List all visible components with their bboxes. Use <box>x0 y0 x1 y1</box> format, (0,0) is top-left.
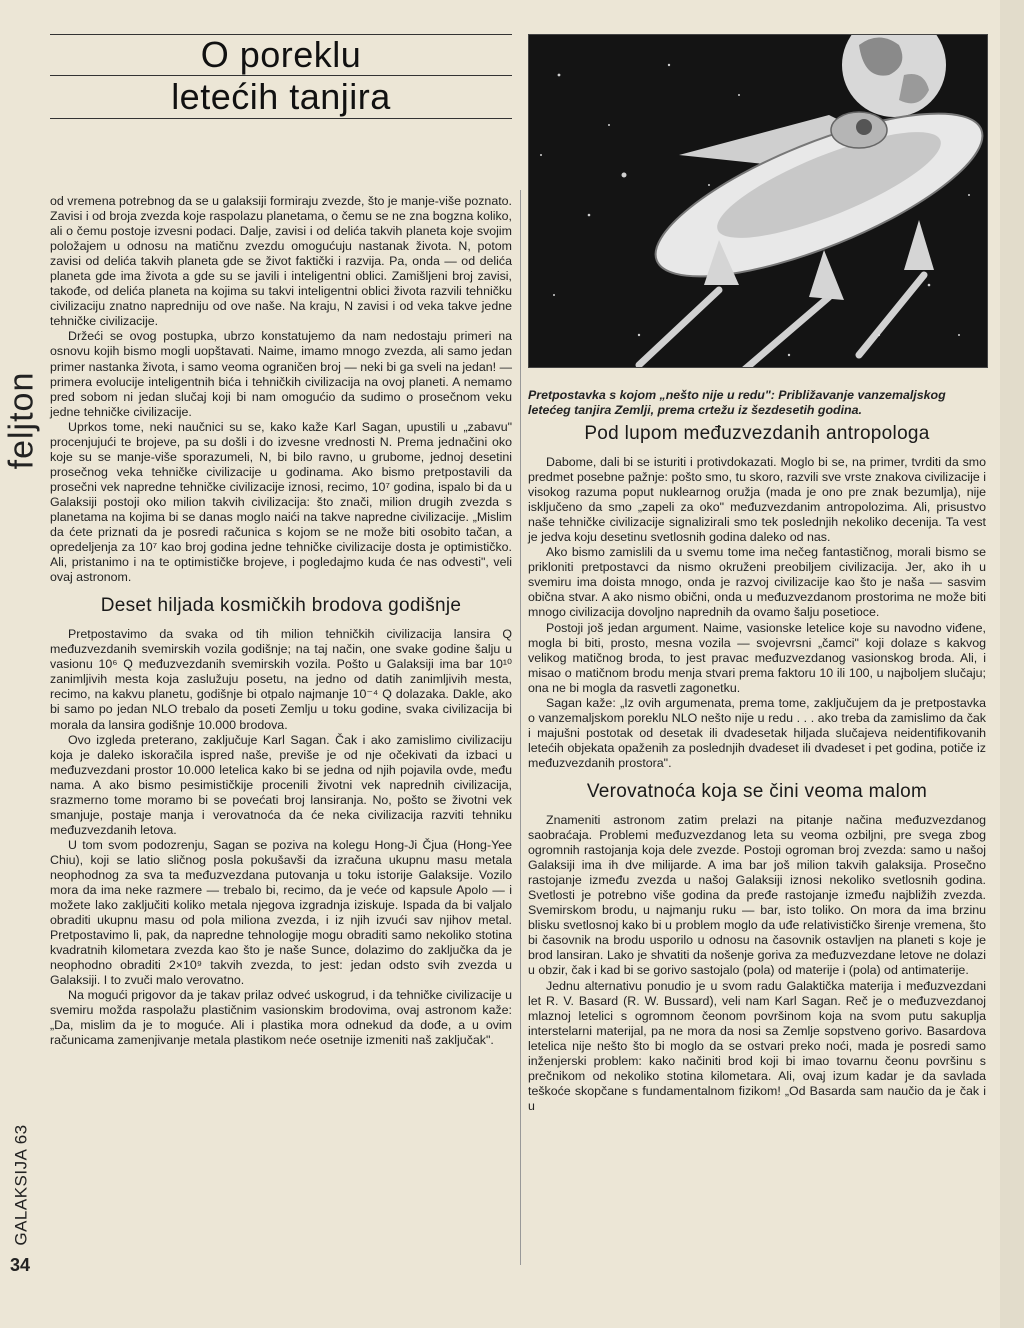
flying-saucer-illustration <box>528 34 988 368</box>
paragraph: Uprkos tome, neki naučnici su se, kako kaže Karl Sagan, upustili u „zabavu" procenjujući te brojeve, pa su došli i do izvesne vrednosti N. Prema jednačini oko koje su se manje-više sporazumeli, N, bi bilo ravno, u grubome, jednoj desetini prosečnog veka tehničke civilizacije u godinama. Ako bismo pretpostavili da prosečni vek napredne tehničke civilizacije iznosi, recimo, 10⁷ godina, ispalo bi da u Galaksiji postoji oko milion takvih civilizacija: što znači, milion drugih zvezda s planetama na kojima bi se danas moglo naići na takve napredne civilizacije. „Mislim da ćete priznati da je posredi računica s kojom se ne može biti osobito tačan, a opredeljenja za 10⁷ kao broj godina jedne tehničke civilizacije dosta je optimističko. Ali, pristanimo i na te optimističke brojeve, i pogledajmo kuda će nas odvesti", veli ovaj astronom. <box>50 419 512 585</box>
sidebar <box>0 0 44 1328</box>
title-line-1: O poreklu <box>200 34 362 75</box>
illustration-caption: Pretpostavka s kojom „nešto nije u redu": Približavanje vanzemaljskog letećeg tanjira Zemlji, prema crtežu iz šezdesetih godina. <box>528 388 946 417</box>
paragraph: Pretpostavimo da svaka od tih milion tehničkih civilizacija lansira Q međuzvezdanih svemirskih vozila godišnje; na taj način, one svake godine šalju u vasionu 10⁶ Q međuzvezdanih svemirskih vozila. Pošto u Galaksiji ima bar 10¹⁰ zanimljivih mesta koja zaslužuju posetu, na jedno od datih zanimljivih mesta, recimo, na kakvu planetu, godišnje bi otpalo najmanje 10⁻⁴ Q dolazaka. Dakle, ako bi samo po jedan NLO trebalo da poseti Zemlju u toku godine, svaka civilizacija bi morala da lansira godišnje 10.000 brodova. <box>50 627 512 732</box>
right-column <box>528 423 986 1114</box>
illustration-svg <box>529 35 987 367</box>
column-divider <box>520 190 521 1265</box>
paragraph: Na mogući prigovor da je takav prilaz odveć uskogrud, i da tehničke civilizacije u svemiru možda raspolažu plastičnim vasionskim brodovima, ovaj astronom kaže: „Da, mislim da je to moguće. Ali i plastika mora odnekud da dođe, a u ovim računicama zamenjivanje metala plastikom neće osetnije izmeniti naš zaključak". <box>50 988 512 1048</box>
section-heading: Pod lupom međuzvezdanih antropologa <box>584 423 930 444</box>
paragraph: Ovo izgleda preterano, zaključuje Karl Sagan. Čak i ako zamislimo civilizaciju koja je daleko iskoračila ispred naše, previše je od nje očekivati da izbaci u međuzvezdani prostor 10.000 letelica kako bi se jedna od njih pojavila ovde, među nama. A ako bismo pesimističkije procenili životni vek naprednih civilizacija, srazmerno tome moramo bi se povećati broj lansiranja. No, pošto se životni vek smanjuje, postaje manja i verovatnoća da će neka civilizacija razviti tehniku međuzvezdanih letova. <box>50 732 512 837</box>
paragraph: Sagan kaže: „Iz ovih argumenata, prema tome, zaključujem da je pretpostavka o vanzemaljskom poreklu NLO nešto nije u redu . . . ako treba da zamislimo da čak i majušni postotak od desetak ili dvadesetak hiljada slučajeva neidentifikovanih letećih objekata opaženih za poslednjih dvadeset ili dvadeset i pet godina, potiče iz međuzvezdanih prostora". <box>528 695 986 770</box>
next-page-edge <box>1000 0 1024 1328</box>
magazine-issue: GALAKSIJA 63 <box>12 1124 32 1246</box>
paragraph: Držeći se ovog postupka, ubrzo konstatujemo da nam nedostaju primeri na osnovu kojih bismo mogli uopštavati. Naime, imamo mnogo zvezda, ali samo jedan primer nastanka života, i samo veoma ograničen broj — neki bi ga sveli na jedan! — primera evolucije inteligentnih bića i tehničkih civilizacija na ovoj planeti. A nemamo pred sobom ni jedan slučaj koji bi nam omogućio da sudimo o prosečnom veku jedne tehničke civilizacije. <box>50 329 512 419</box>
paragraph: Jednu alternativu ponudio je u svom radu Galaktička materija i međuzvezdani let R. V. Basard (R. W. Bussard), veli nam Karl Sagan. Reč je o međuzvezdanoj mlaznoj letelici s ogromnom čeonom površinom koja na svom putu sakuplja interstelarni materijal, pa ne mora da nosi sa Zemlje sopstveno gorivo. Basardova letelica nije nešto što bi moglo da se ostvari preko noći, mada je posredi samo inženjerski problem: kako načiniti brod koji bi imao tovarnu čeonu površinu s prečnikom od nekoliko stotina kilometara. Ali, ovaj izum kadar je da savlada teškoće skopčane s fundamentalnom fizikom! „Od Basarda sam naučio da je čak i u <box>528 978 986 1113</box>
title-line-2: letećih tanjira <box>171 76 391 117</box>
paragraph: Znameniti astronom zatim prelazi na pitanje načina međuzvezdanog saobraćaja. Problemi međuzvezdanog leta su veoma ozbiljni, pre svega zbog ogromnih rastojanja koja dele zvezde. Postoji ogroman broj zvezda: samo u našoj Galaksiji ima ih dve milijarde. A ima bar još milion takvih galaksija. Prosečno rastojanje između zvezda u našoj Galaksiji iznosi nekoliko svetlosnih godina. Svetlosti je potrebno više godina da pređe rastojanje između najbližih zvezda. Svemirskom brodu, u najmanju ruku — bar, isto toliko. On mora da ima brzinu blisku svetlosnoj kako bi u problem moglo da uđe relativističko širenje vremena, što bi časovnik na brodu usporilo u odnosu na časovnik ostavljen na planeti s koje je brod lansiran. Lako je shvatiti da nošenje goriva za međuzvezdane letove ne dolazi u obzir, čak i kad bi se gorivo sastojalo (pola) od materije i (pola) od antimaterije. <box>528 812 986 978</box>
paragraph: Ako bismo zamislili da u svemu tome ima nečeg fantastičnog, morali bismo se prikloniti pretpostavci da nismo okruženi preobiljem civilizacija. Jer, ako ih u svemiru ima doista mnogo, onda je razvoj civilizacije kao što je naša — sasvim obična stvar. A ako nismo obični, onda u međuzvezdanom prostorima ne može biti mnogo civilizacija dovoljno naprednih da ovamo šalju posetioce. <box>528 545 986 620</box>
article-title <box>50 28 512 124</box>
section-heading: Deset hiljada kosmičkih brodova godišnje <box>100 595 462 617</box>
page-number: 34 <box>10 1255 31 1275</box>
paragraph: U tom svom podozrenju, Sagan se poziva na kolegu Hong-Ji Čjua (Hong-Yee Chiu), koji se latio sličnog posla pokušavši da izračuna ukupnu masu metala neophodnog za sva ta međuzvezdana putovanja u toku istorije Galaksije. Vozilo mora da ima neke razmere — trebalo bi, recimo, da je veće od kapsule Apolo — i možete lako zaključiti koliko metala njegova izgradnja iziskuje. Ispada da bi valjalo obraditi ukupnu masu od pola miliona zvezda, i iz njih izvući sav njihov metal. Pretpostavimo li, pak, da napredne tehnologije mogu obraditi samo nekoliko stotina kvadratnih kilometara zvezda kao što je naše Sunce, dolazimo do zaključka da je neophodno obraditi 2×10⁹ takvih zvezda, to jest: jedan odsto svih zvezda u Galaksiji. I to zvuči malo verovatno. <box>50 837 512 988</box>
paragraph: Postoji još jedan argument. Naime, vasionske letelice koje su navodno viđene, mogla bi biti, prosto, mesna vozila — svojevrsni „čamci" koji dolaze s kakvog velikog matičnog broda, to jest pravac međuzvezdanog vasionskog broda. Ali, i misao o matičnom brodu menja stvari prema faktoru 10 ili 100, u najboljem slučaju; ona ne bi mogla da rasvetli zagonetku. <box>528 620 986 695</box>
paragraph: od vremena potrebnog da se u galaksiji formiraju zvezde, što je manje-više poznato. Zavisi i od broja zvezda koje raspolazu planetama, o čemu se ne zna bogzna koliko, ali o čemu postoje izvesni podaci. Dalje, zavisi i od delića takvih planeta koje svojim položajem u odnosu na matičnu zvezdu omogućuju nastanak života. N, potom zavisi od delića takvih planeta gde se život faktički i razvija. Pa, onda — od delića planeta gde ima života a gde su se javili i inteligentni oblici. Zamišljeni broj zavisi, takođe, od delića planeta na kojima su takvi inteligentni oblici života razvili tehničku civilizaciju znatno napredniju od ove naše. Na kraju, N zavisi i od veka takve jedne tehničke civilizacije. <box>50 194 512 329</box>
left-column <box>50 194 512 1049</box>
section-heading: Verovatnoća koja se čini veoma malom <box>586 780 928 802</box>
section-label: feljton <box>2 371 41 469</box>
paragraph: Dabome, dali bi se isturiti i protivdokazati. Moglo bi se, na primer, tvrditi da smo predmet posebne pažnje: pošto smo, tu skoro, razvili sve vrste znakova civilizacije i visokog razuma poput nuklearnog oružja (mada je ono pre znak bezumlja), nije isključeno da smo „zapeli za oko" međuzvezdanim antropolozima. Ali, prisustvo naše tehničke civilizacije signalizirali smo tek poslednjih nekoliko decenija. Ta vest je jedva koju desetinu svetlosnih godina daleko od nas. <box>528 455 986 545</box>
